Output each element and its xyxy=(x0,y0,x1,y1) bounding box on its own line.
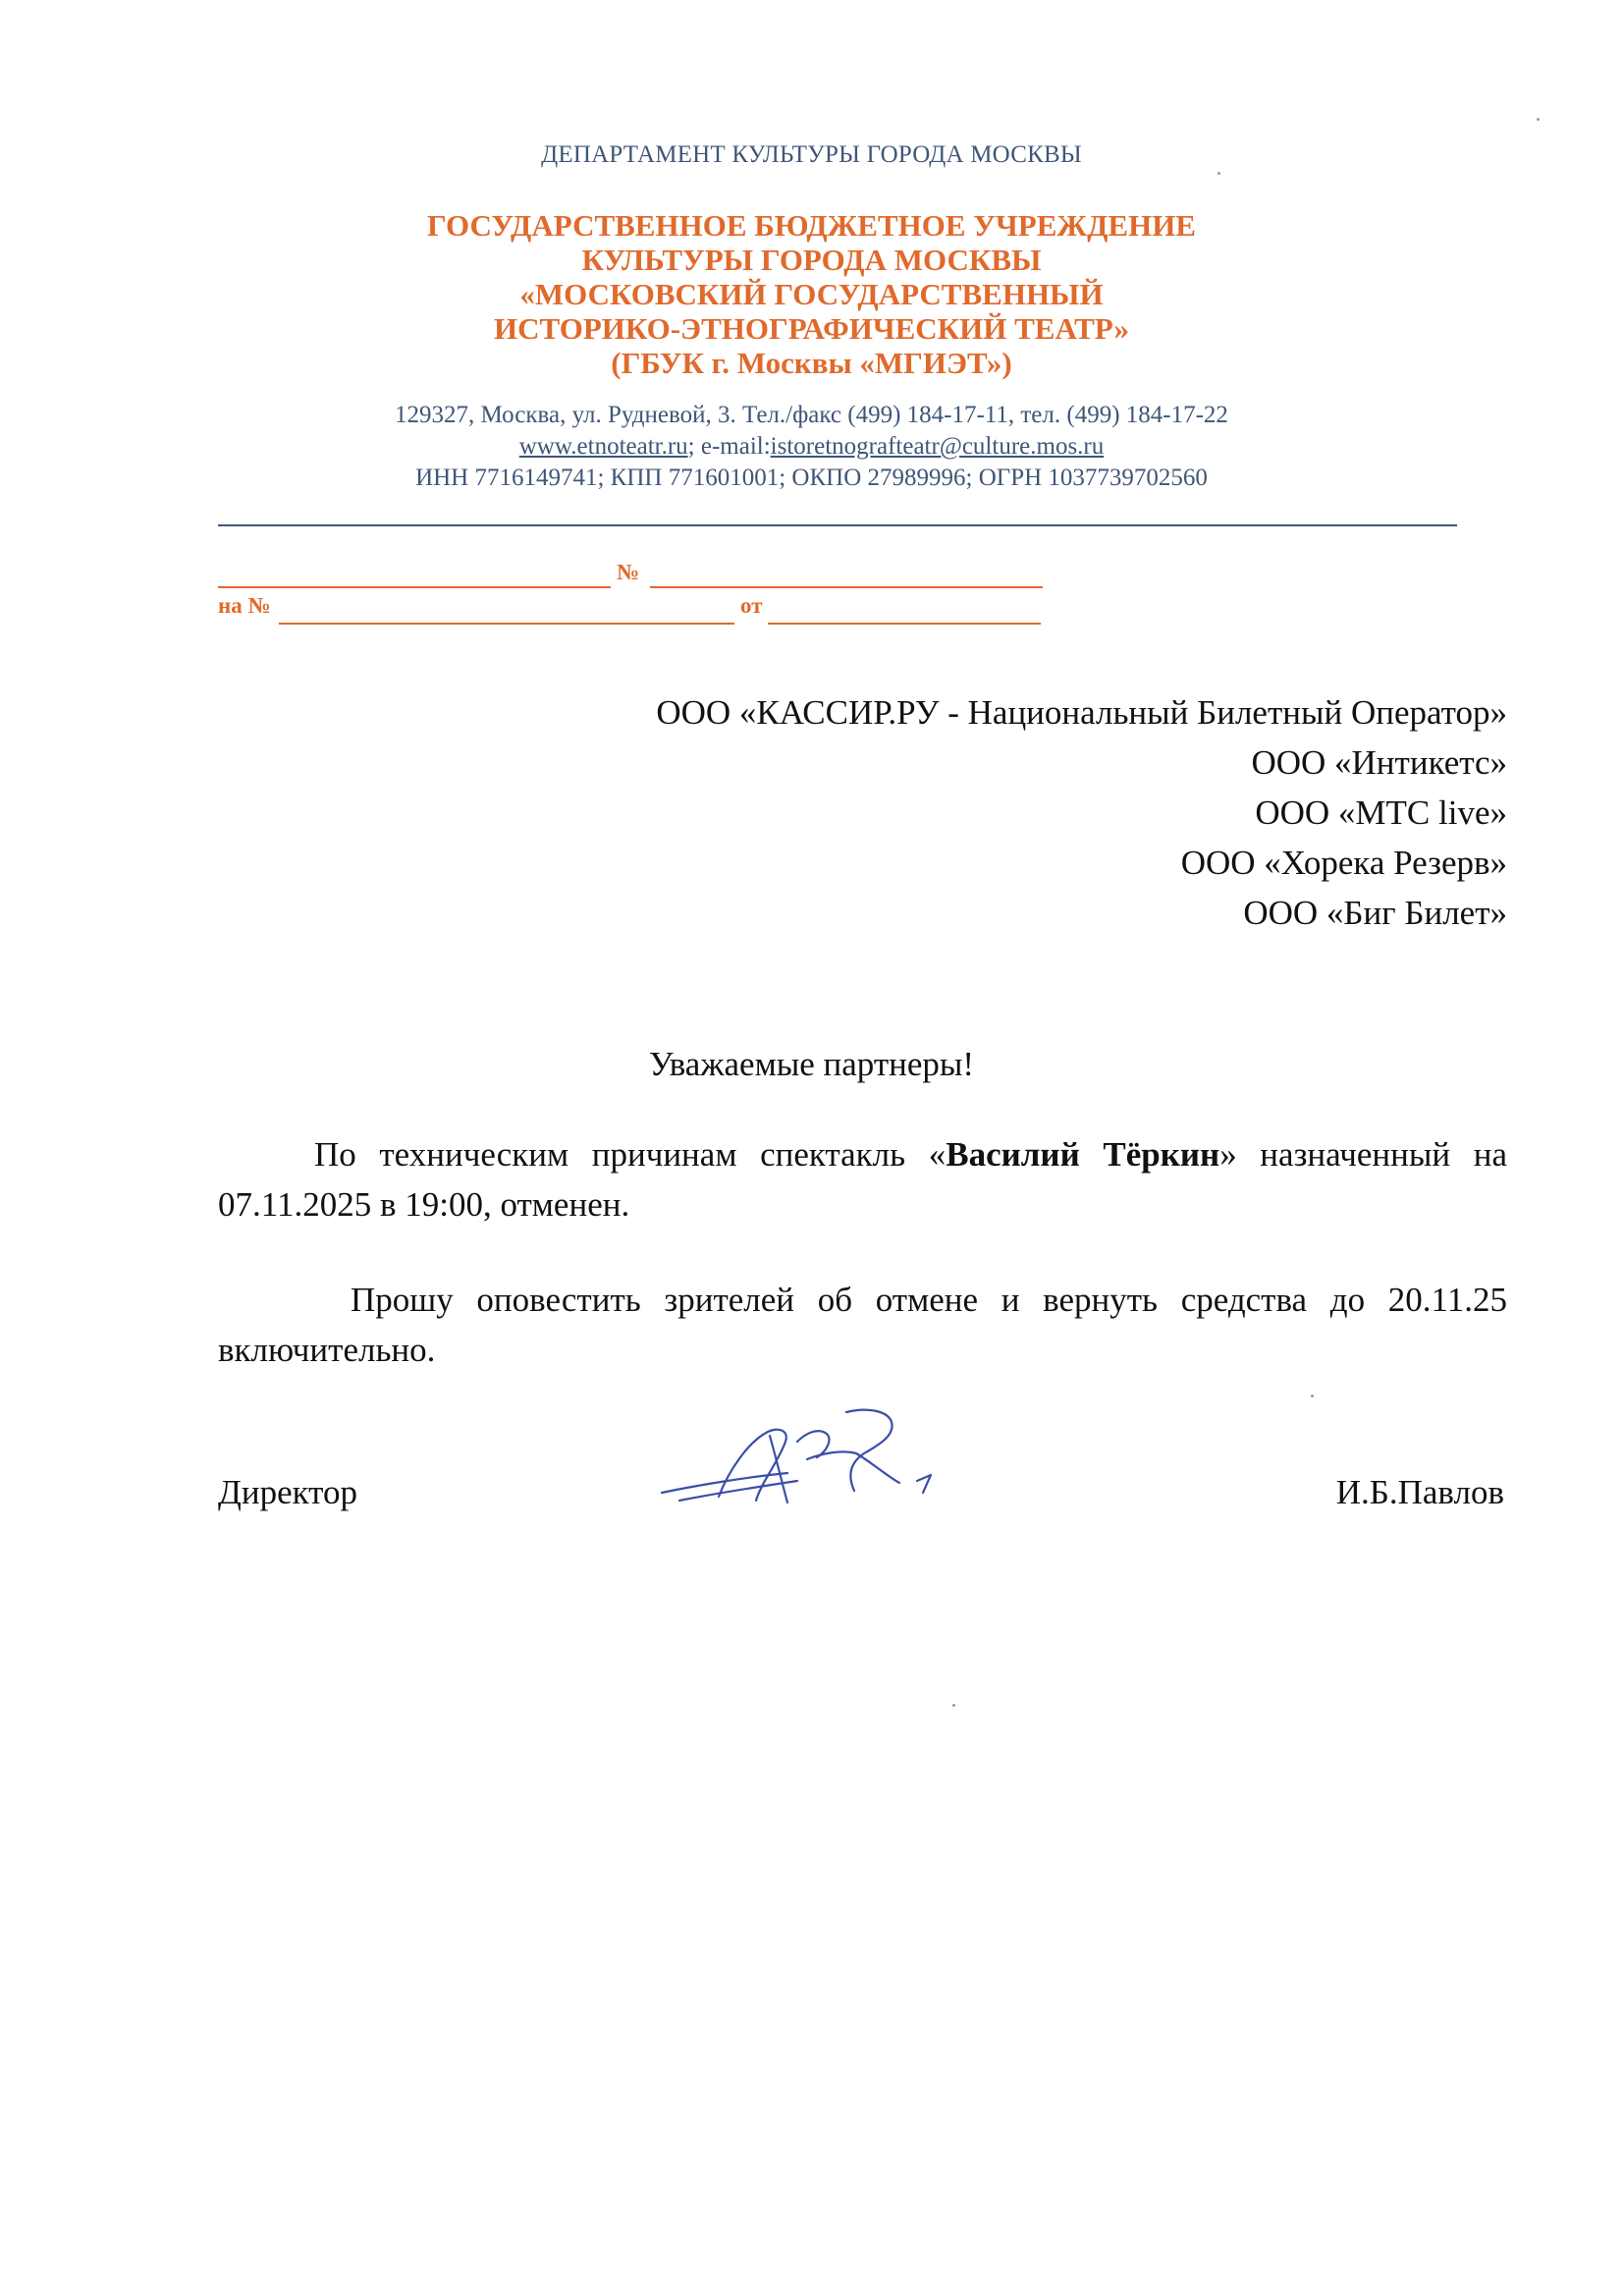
addressee-item: ООО «КАССИР.РУ - Национальный Билетный Оператор» xyxy=(656,693,1507,732)
scan-speck xyxy=(1537,118,1540,121)
signer-name: И.Б.Павлов xyxy=(1335,1473,1504,1511)
date-blank-line xyxy=(218,586,611,588)
number-sign: № xyxy=(617,560,640,584)
in-reply-blank-line xyxy=(279,623,734,625)
scan-speck xyxy=(1311,1394,1314,1397)
web-email-line xyxy=(0,431,1623,463)
handwritten-signature xyxy=(660,1402,954,1520)
outgoing-number-row xyxy=(218,560,1043,593)
in-reply-label: на № xyxy=(218,593,271,618)
scan-speck xyxy=(1217,172,1220,175)
department-header: ДЕПАРТАМЕНТ КУЛЬТУРЫ ГОРОДА МОСКВЫ xyxy=(541,141,1082,168)
signer-role: Директор xyxy=(218,1473,358,1511)
greeting: Уважаемые партнеры! xyxy=(648,1045,975,1083)
org-line-4: ИСТОРИКО-ЭТНОГРАФИЧЕСКИЙ ТЕАТР» xyxy=(493,311,1130,346)
performance-title: Василий Тёркин xyxy=(946,1135,1220,1174)
para1-after: » назначенный на 07.11.2025 в 19:00, отменен. xyxy=(218,1135,1507,1224)
email-link[interactable]: istoretnografteatr@culture.mos.ru xyxy=(770,433,1105,460)
requisites-line: ИНН 7716149741; КПП 771601001; ОКПО 27989996; ОГРН 1037739702560 xyxy=(415,465,1208,491)
addressee-item: ООО «Хорека Резерв» xyxy=(1180,844,1507,882)
contacts-block xyxy=(0,400,1623,494)
addressee-item: ООО «Биг Билет» xyxy=(1243,894,1507,932)
from-label: от xyxy=(740,593,763,618)
org-line-1: ГОСУДАРСТВЕННОЕ БЮДЖЕТНОЕ УЧРЕЖДЕНИЕ xyxy=(427,208,1196,243)
number-blank-line xyxy=(650,586,1043,588)
addressee-item: ООО «Интикетс» xyxy=(1251,743,1507,782)
email-label: ; e-mail: xyxy=(687,433,771,460)
letterhead-divider xyxy=(218,524,1457,526)
from-blank-line xyxy=(768,623,1041,625)
addressee-list xyxy=(656,687,1507,938)
address-line: 129327, Москва, ул. Рудневой, 3. Тел./факс (499) 184-17-11, тел. (499) 184-17-22 xyxy=(395,402,1228,428)
organization-name xyxy=(0,208,1623,380)
para1-before: По техническим причинам спектакль « xyxy=(314,1135,947,1174)
org-line-3: «МОСКОВСКИЙ ГОСУДАРСТВЕННЫЙ xyxy=(519,277,1104,311)
in-reply-row xyxy=(218,593,1043,627)
org-short-name: (ГБУК г. Москвы «МГИЭТ») xyxy=(611,346,1012,380)
scan-speck xyxy=(952,1704,955,1707)
cancellation-paragraph xyxy=(218,1129,1507,1230)
addressee-item: ООО «МТС live» xyxy=(1255,793,1507,832)
org-line-2: КУЛЬТУРЫ ГОРОДА МОСКВЫ xyxy=(581,243,1042,277)
refund-paragraph: Прошу оповестить зрителей об отмене и вернуть средства до 20.11.25 включительно. xyxy=(218,1281,1507,1369)
website-link[interactable]: www.etnoteatr.ru xyxy=(518,433,688,460)
